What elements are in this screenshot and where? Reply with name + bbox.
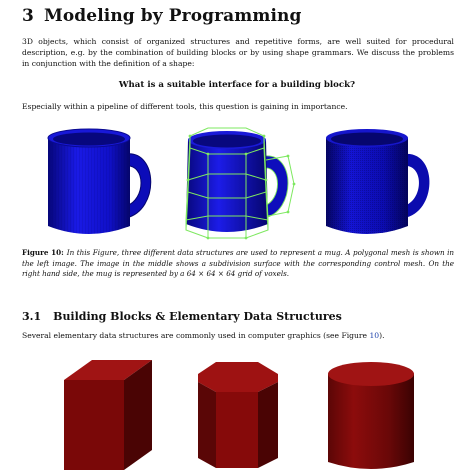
figure-caption bbox=[22, 248, 454, 280]
voxel-mug-icon bbox=[312, 120, 442, 244]
cube-icon bbox=[52, 350, 162, 474]
figure-reference-link[interactable]: 10 bbox=[369, 331, 380, 340]
structures-paragraph-text: Several elementary data structures are commonly used in computer graphics (see Figure bbox=[22, 331, 370, 340]
subdivision-surface-mug-icon bbox=[172, 120, 302, 244]
structures-paragraph-end: ). bbox=[379, 331, 385, 340]
figure-10-images bbox=[0, 118, 474, 248]
polygon-mesh-mug-icon bbox=[34, 120, 164, 244]
octagonal-prism-icon bbox=[184, 350, 294, 474]
research-question: What is a suitable interface for a building block? bbox=[118, 80, 356, 90]
figure-caption-text: In this Figure, three different data structures are used to represent a mug. A polygonal mesh is shown in the left image. The image in the middle shows a subdivision surface with the corresponding control mesh. On the right hand side, the mug is represented by a 64 × 64 × 64 grid of voxels. bbox=[22, 248, 454, 278]
subsection-title bbox=[22, 310, 342, 323]
section-title bbox=[22, 6, 301, 26]
pipeline-paragraph: Especially within a pipeline of different tools, this question is gaining in importance. bbox=[22, 102, 348, 111]
subsection-number: 3.1 bbox=[22, 310, 42, 323]
elementary-solids-figure bbox=[0, 350, 474, 474]
section-number: 3 bbox=[22, 6, 34, 26]
intro-paragraph: 3D objects, which consist of organized structures and repetitive forms, are well suited for procedural description, e.g. by the combination of building blocks or by using shape grammars. We discuss the problems in conjunction with the definition of a shape: bbox=[22, 37, 454, 68]
cylinder-icon bbox=[316, 350, 426, 474]
section-title-text: Modeling by Programming bbox=[43, 6, 302, 26]
structures-paragraph bbox=[22, 330, 454, 341]
subsection-title-text: Building Blocks & Elementary Data Structures bbox=[53, 310, 342, 323]
figure-label: Figure 10: bbox=[22, 248, 64, 257]
